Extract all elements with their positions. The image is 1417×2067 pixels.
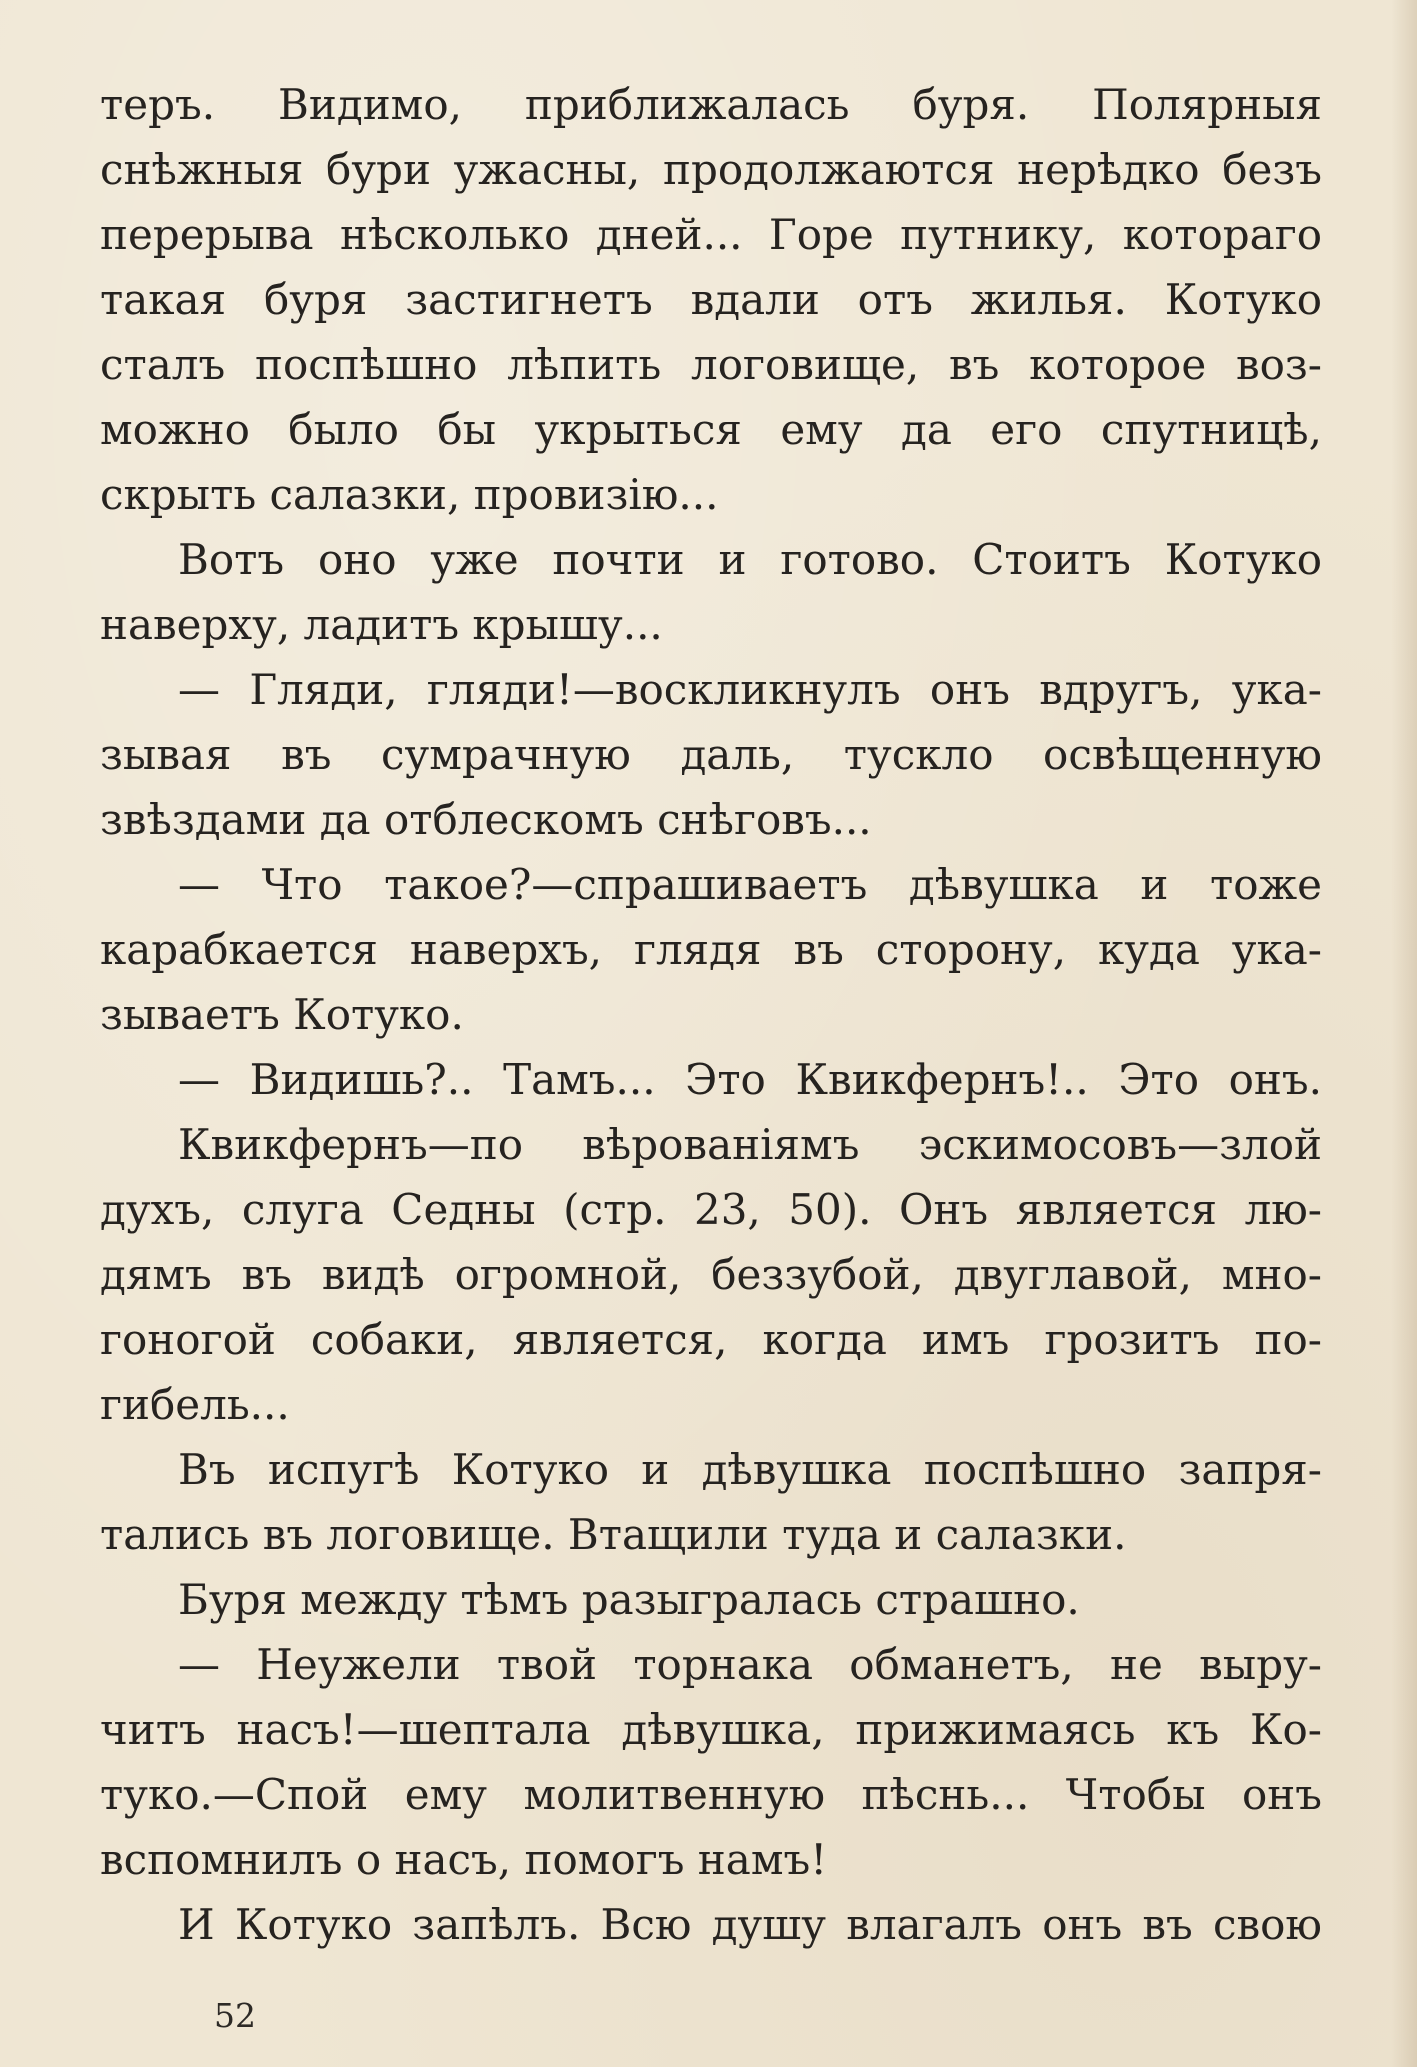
- text-line: гоногой собаки, является, когда имъ грозитъ по-: [100, 1315, 1322, 1364]
- text-line: звѣздами да отблескомъ снѣговъ...: [100, 795, 872, 844]
- text-line: И Котуко запѣлъ. Всю душу влагалъ онъ въ свою: [178, 1900, 1322, 1949]
- text-line: Буря между тѣмъ разыгралась страшно.: [178, 1575, 1080, 1624]
- text-line: скрыть салазки, провизію...: [100, 470, 719, 519]
- text-line: перерыва нѣсколько дней... Горе путнику, котораго: [100, 210, 1322, 259]
- text-line: вспомнилъ о насъ, помогъ намъ!: [100, 1835, 828, 1884]
- text-line: такая буря застигнетъ вдали отъ жилья. Котуко: [100, 275, 1322, 324]
- text-line: наверху, ладитъ крышу...: [100, 600, 663, 649]
- text-line: духъ, слуга Седны (стр. 23, 50). Онъ является лю-: [100, 1185, 1322, 1234]
- text-line: сталъ поспѣшно лѣпить логовище, въ которое воз-: [100, 340, 1322, 389]
- text-line: — Видишь?.. Тамъ... Это Квикфернъ!.. Это онъ.: [178, 1055, 1322, 1104]
- text-line: — Неужели твой торнака обманетъ, не выру-: [178, 1640, 1322, 1689]
- text-line: тались въ логовище. Втащили туда и салазки.: [100, 1510, 1127, 1559]
- text-line: Квикфернъ—по вѣрованіямъ эскимосовъ—злой: [178, 1120, 1322, 1169]
- text-line: снѣжныя бури ужасны, продолжаются нерѣдко безъ: [100, 145, 1322, 194]
- text-line: — Что такое?—спрашиваетъ дѣвушка и тоже: [178, 860, 1322, 909]
- text-line: карабкается наверхъ, глядя въ сторону, куда ука-: [100, 925, 1322, 974]
- text-line: читъ насъ!—шептала дѣвушка, прижимаясь къ Ко-: [100, 1705, 1322, 1754]
- text-line: можно было бы укрыться ему да его спутницѣ,: [100, 405, 1322, 454]
- text-line: теръ. Видимо, приближалась буря. Полярныя: [100, 80, 1322, 129]
- text-line: зывая въ сумрачную даль, тускло освѣщенную: [100, 730, 1322, 779]
- text-line: Въ испугѣ Котуко и дѣвушка поспѣшно запря-: [178, 1445, 1322, 1494]
- text-line: — Гляди, гляди!—воскликнулъ онъ вдругъ, ука-: [178, 665, 1322, 714]
- page-number: 52: [214, 1996, 256, 2035]
- page-edge-shadow: [1391, 0, 1417, 2067]
- text-line: дямъ въ видѣ огромной, беззубой, двуглавой, мно-: [100, 1250, 1322, 1299]
- text-line: туко.—Спой ему молитвенную пѣснь... Чтобы онъ: [100, 1770, 1322, 1819]
- text-line: Вотъ оно уже почти и готово. Стоитъ Котуко: [178, 535, 1322, 584]
- text-block: [100, 72, 1322, 1957]
- text-line: зываетъ Котуко.: [100, 990, 464, 1039]
- text-line: гибель...: [100, 1380, 290, 1429]
